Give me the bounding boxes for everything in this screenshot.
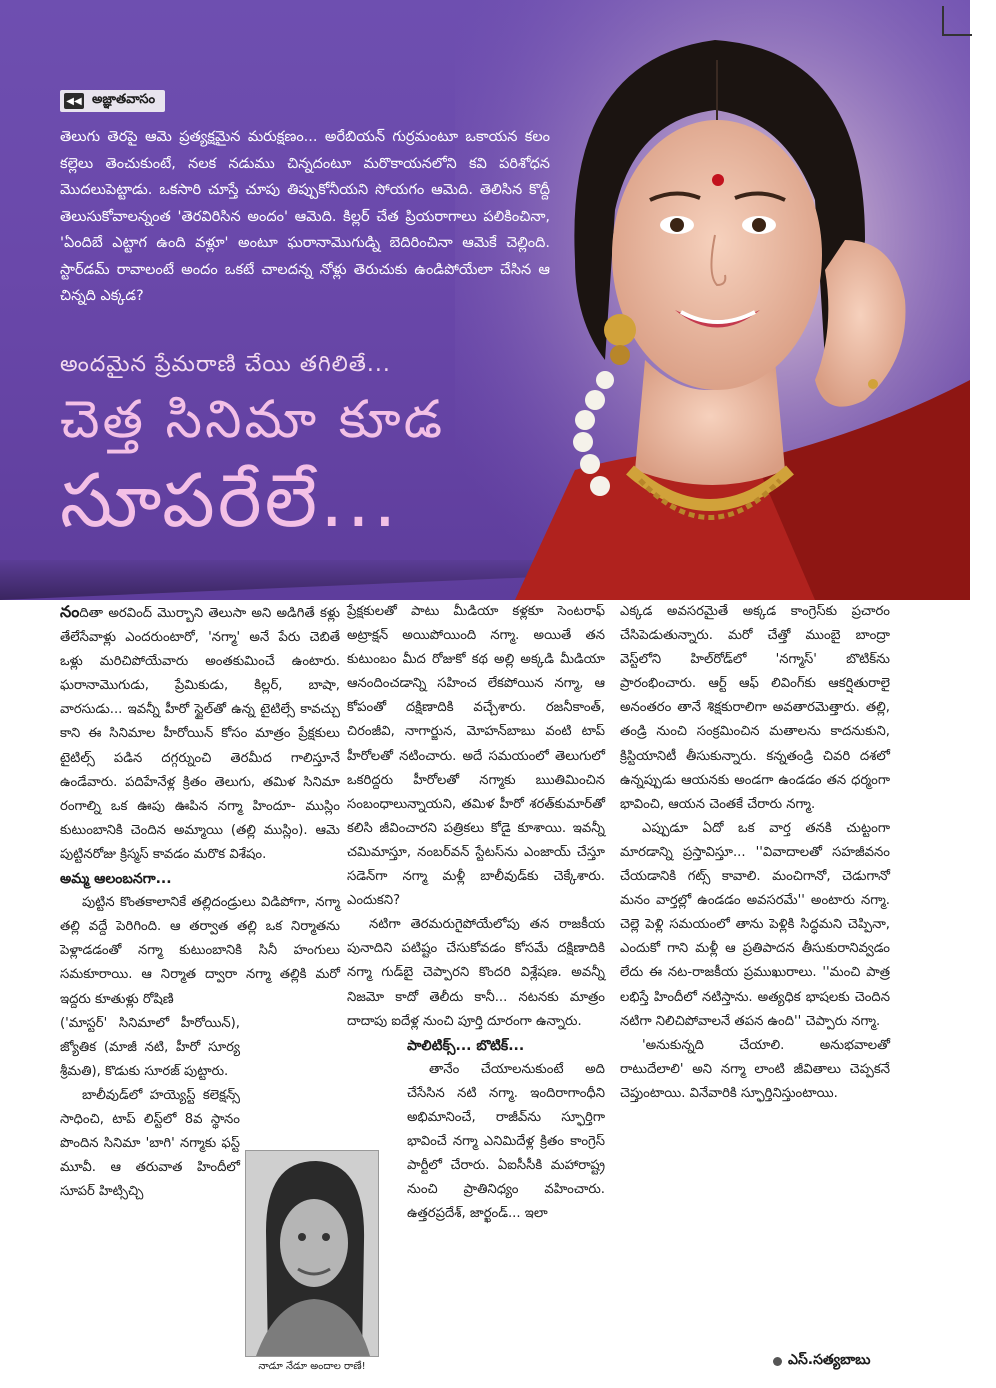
article-column-2	[347, 600, 605, 1226]
subheading: పాలిటిక్స్... బొటిక్...	[407, 1037, 525, 1054]
byline	[773, 1352, 871, 1371]
article-column-1	[60, 600, 340, 1204]
paragraph: పుట్టిన కొంతకాలానికే తల్లిదండ్రులు విడిపోగా, నగ్మా తల్లి వద్దే పెరిగింది. ఆ తర్వాత తల్లి ఒక నిర్మాతను పెళ్లాడడంతో నగ్మా కుటుంబానికి సినీ హంగులు సమకూరాయి. ఆ నిర్మాత ద్వారా నగ్మా తల్లికి మరో ఇద్దరు కూతుళ్లు రోషిణి	[60, 895, 340, 1007]
inset-photo	[245, 1150, 379, 1357]
headline-line-1: చెత్త సినిమా కూడ	[60, 390, 446, 450]
section-tag-label: అజ్ఞాతవాసం	[92, 92, 156, 107]
paragraph: ఎక్కడ అవసరమైతే అక్కడ కాంగ్రెస్‌కు ప్రచారం చేసిపెడుతున్నారు. మరో చేత్తో ముంబై బాంద్రా వెస్ట్‌లోని హిల్‌రోడ్‌లో 'నగ్మాస్' బొటిక్‌ను ప్రారంభించారు. ఆర్ట్ ఆఫ్ లివింగ్‌కు ఆకర్షితురాలై అనంతరం తానే శిక్షకురాలిగా అవతారమెత్తారు. తల్లి, తండ్రి నుంచి సంక్రమించిన మతాలను కాదనుకుని, క్రిస్టియానిటీ తీసుకున్నారు. కన్నతండ్రి చివరి దశలో ఉన్నప్పుడు ఆయనకు అండగా ఉండడం తన ధర్మంగా భావించి, ఆయన చెంతకే చేరారు నగ్మా.	[620, 604, 890, 812]
paragraph: బాలీవుడ్‌లో హయ్యెస్ట్ కలెక్షన్స్ సాధించి, టాప్ లిస్ట్‌లో 8వ స్థానం పొందిన సినిమా 'బాగి' నగ్మాకు ఫస్ట్ మూవీ. ఆ తరువాత హిందీలో సూపర్ హిట్సిచ్చి	[60, 1087, 240, 1200]
paragraph: ప్రేక్షకులతో పాటు మీడియా కళ్లకూ సెంటరాఫ్ అట్రాక్షన్ అయిపోయింది నగ్మా. అయితే తన కుటుంబం మీద రోజుకో కథ అల్లి అక్కడి మీడియా ఆనందించడాన్ని సహించ లేకపోయిన నగ్మా, ఆ కోపంతో దక్షిణాదికి వచ్చేశారు. రజనీకాంత్, చిరంజీవి, నాగార్జున, మోహన్‌బాబు వంటి టాప్ హీరోలతో నటించారు. అదే సమయంలో తెలుగులో ఒకరిద్దరు హీరోలతో నగ్మాకు ఋతిమించిన సంబంధాలున్నాయని, తమిళ హీరో శరత్‌కుమార్‌తో కలిసి జీవించారని పత్రికలు కోడై కూశాయి. ఇవన్నీ చమిమాస్తూ, నంబర్‌వన్ స్టేటస్‌ను ఎంజాయ్ చేస్తూ సడెన్‌గా నగ్మా మళ్లీ బాలీవుడ్‌కు చెక్కేశారు. ఎందుకని?	[347, 604, 605, 909]
paragraph: 'అనుకున్నది చేయాలి. అనుభవాలతో రాటుదేలాలి' అని నగ్మా లాంటి జీవితాలు చెప్పకనే చెప్తుంటాయి. వినేవారికి స్ఫూర్తినిస్తుంటాయి.	[620, 1037, 890, 1101]
bullet-icon	[773, 1357, 782, 1366]
paragraph: ('మాస్టర్' సినిమాలో హీరోయిన్), జ్యోతిక (మాజీ నటి, హీరో సూర్య శ్రీమతి), కొడుకు సూరజ్ పుట్టారు.	[60, 1015, 240, 1079]
headline-line-2: సూపరేలే...	[60, 458, 400, 544]
article-column-3	[620, 600, 890, 1106]
paragraph: తానేం చేయాలనుకుంటే అది చేసేసిన నటి నగ్మా. ఇందిరాగాంధీని అభిమానించే, రాజీవ్‌ను స్ఫూర్తిగా భావించే నగ్మా ఎనిమిదేళ్ల క్రితం కాంగ్రెస్ పార్టీలో చేరారు. ఏఐసీసీకి మహారాష్ట్ర నుంచి ప్రాతినిధ్యం వహించారు. ఉత్తరప్రదేశ్, జార్ఖండ్... ఇలా	[407, 1061, 605, 1222]
inset-caption: నాడూ నేడూ అందాల రాణే!	[258, 1361, 366, 1372]
dropcap: నం	[60, 602, 80, 621]
section-tag	[60, 90, 165, 112]
paragraph: నటిగా తెరమరుగైపోయేలోపు తన రాజకీయ పునాదిని పటిష్టం చేసుకోవడం కోసమే దక్షిణాదికి నగ్మా గుడ్‌బై చెప్పారని కొందరి విశ్లేషణ. అవన్నీ నిజమో కాదో తెలీదు కానీ... నటనకు మాత్రం దాదాపు ఐదేళ్ల నుంచి పూర్తి దూరంగా ఉన్నారు.	[347, 917, 605, 1029]
headline-kicker: అందమైన ప్రేమరాణి చేయి తగిలితే...	[60, 352, 391, 377]
subheading: అమ్మ ఆలంబనగా...	[60, 871, 172, 888]
rewind-icon: ◀◀	[64, 93, 84, 109]
intro-paragraph: తెలుగు తెరపై ఆమె ప్రత్యక్షమైన మరుక్షణం... అరేబియన్ గుర్రమంటూ ఒకాయన కలం కల్లెలు తెంచుకుంటే, నలక నడుము చిన్నదంటూ మరొకాయనలోని కవి పరిశోధన మొదలుపెట్టాడు. ఒకసారి చూస్తే చూపు తిప్పుకోనీయని సోయగం ఆమెది. తెలిసిన కొద్దీ తెలుసుకోవాలన్నంత 'తెరవిరిసిన అందం' ఆమెది. కిల్లర్ చేత ప్రియరాగాలు పలికించినా, 'ఏందిబే ఎట్టాగ ఉంది వళ్లూ' అంటూ ఘరానామొగుడ్ని బెదిరించినా ఆమెకే చెల్లింది. స్టార్‌డమ్ రావాలంటే అందం ఒకటే చాలదన్న నోళ్లు తెరుచుకు ఉండిపోయేలా చేసిన ఆ చిన్నది ఎక్కడ?	[60, 129, 550, 304]
paragraph: ఎప్పుడూ ఏదో ఒక వార్త తనకి చుట్టంగా మారడాన్ని ప్రస్తావిస్తూ... ''వివాదాలతో సహజీవనం చేయడానికి గట్స్ కావాలి. మంచిగానో, చెడుగానో మనం వార్తల్లో ఉండడం అవసరమే'' అంటారు నగ్మా. చెల్లె పెళ్లి సమయంలో తాను పెళ్లికి సిద్ధమని చెప్పినా, ఎందుకో గాని మళ్లీ ఆ ప్రతిపాదన తీసుకురానివ్వడం లేదు ఈ నట-రాజకీయ ప్రముఖురాలు. ''మంచి పాత్ర లభిస్తే హిందీలో నటిస్తాను. అత్యధిక భాషలకు చెందిన నటిగా నిలిచిపోవాలనే తపన ఉంది'' చెప్పారు నగ్మా.	[620, 820, 890, 1029]
inset-portrait	[246, 1151, 378, 1356]
hero-band	[0, 0, 970, 600]
paragraph	[60, 600, 340, 867]
paragraph-text: దితా అరవింద్ మొర్బాని తెలుసా అని అడిగితే కళ్లు తేలేసేవాళ్లు ఎందరుంటారో, 'నగ్మా' అనే పేరు చెబితే ఒళ్లు మరిచిపోయేవారు అంతకుమించే ఉంటారు. ఘరానామొగుడు, ప్రేమికుడు, కిల్లర్, బాషా, వారసుడు... ఇవన్నీ హీరో స్టైల్‌తో ఉన్న టైటిల్సే కావచ్చు కాని ఈ సినిమాల హీరోయిన్ కోసం మాత్రం ప్రేక్షకులు టైటిల్స్ పడిన దగ్గర్నుంచి తెరమీద గాలిస్తూనే ఉండేవారు. పదిహేనేళ్ల క్రితం తెలుగు, తమిళ సినిమా రంగాల్ని ఒక ఊపు ఊపిన నగ్మా హిందూ- ముస్లిం కుటుంబానికి చెందిన అమ్మాయి (తల్లి ముస్లిం). ఆమె పుట్టినరోజు క్రిస్మస్ కావడం మరొక విశేషం.	[60, 606, 340, 862]
author-name: ఎస్.సత్యబాబు	[788, 1352, 871, 1368]
crop-mark	[942, 6, 972, 36]
